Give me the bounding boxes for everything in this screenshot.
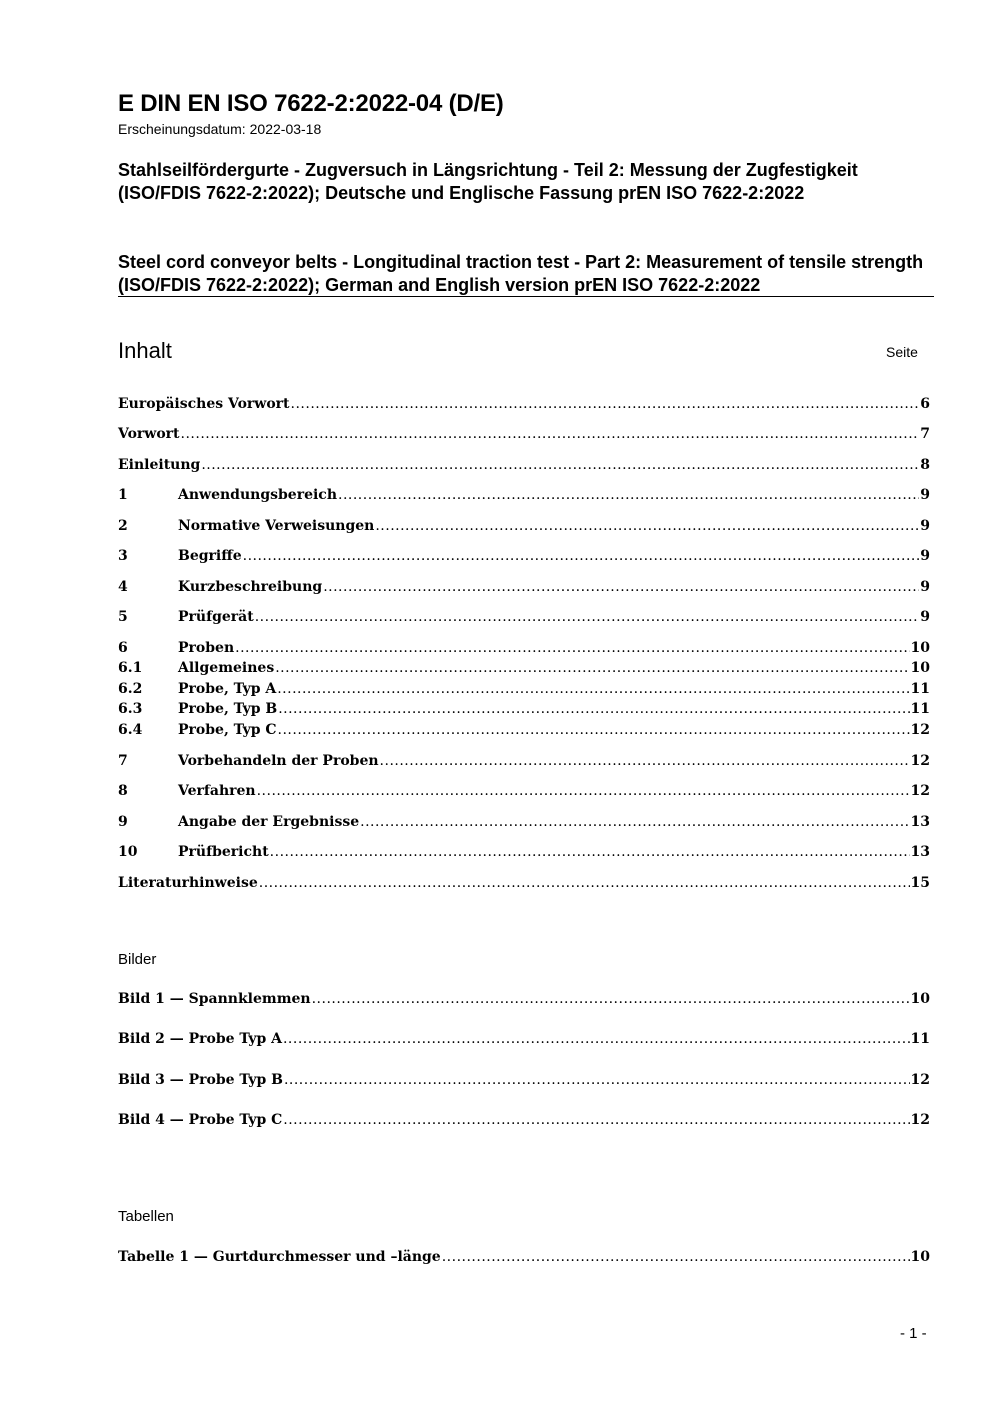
toc-leader (270, 844, 910, 860)
figure-entry-label: Bild 3 — Probe Typ B (118, 1072, 283, 1088)
toc-entry-page: 15 (910, 875, 930, 891)
figure-entry-page: 11 (910, 1031, 930, 1047)
toc-leader (181, 426, 920, 442)
figure-entry-page: 12 (910, 1072, 930, 1088)
toc-entry[interactable] (118, 426, 930, 446)
toc-entry-label: Probe, Typ A (178, 681, 277, 697)
toc-entry-label: Proben (178, 640, 235, 656)
title-divider (118, 296, 934, 297)
toc-leader (291, 396, 920, 412)
toc-entry[interactable] (118, 640, 930, 660)
toc-entry-page: 8 (920, 457, 930, 473)
table-entry-page: 10 (910, 1249, 930, 1265)
toc-entry-page: 13 (910, 814, 930, 830)
toc-leader (277, 681, 909, 697)
toc-entry-number: 6.4 (118, 722, 143, 738)
toc-entry-page: 10 (910, 660, 930, 676)
figure-entry-page: 10 (910, 991, 930, 1007)
toc-entry-label: Probe, Typ C (178, 722, 277, 738)
toc-leader (235, 640, 909, 656)
toc-entry-page: 12 (910, 722, 930, 738)
figure-entry[interactable] (118, 1112, 930, 1132)
toc-entry[interactable] (118, 548, 930, 568)
figure-entry[interactable] (118, 991, 930, 1011)
toc-entry-number: 1 (118, 487, 128, 503)
figure-entry[interactable] (118, 1031, 930, 1051)
toc-leader (312, 991, 910, 1007)
figure-entry-label: Bild 1 — Spannklemmen (118, 991, 311, 1007)
figures-heading: Bilder (118, 951, 157, 968)
toc-entry-label: Europäisches Vorwort (118, 396, 290, 412)
toc-entry-number: 8 (118, 783, 128, 799)
toc-leader (284, 1072, 910, 1088)
toc-entry[interactable] (118, 487, 930, 507)
toc-entry[interactable] (118, 518, 930, 538)
toc-entry-number: 6.2 (118, 681, 143, 697)
toc-leader (442, 1249, 910, 1265)
toc-entry-number: 6.1 (118, 660, 143, 676)
publication-date-label: Erscheinungsdatum: (118, 121, 246, 137)
table-entry[interactable] (118, 1249, 930, 1269)
toc-entry-label: Angabe der Ergebnisse (178, 814, 360, 830)
toc-leader (257, 783, 910, 799)
toc-entry-label: Anwendungsbereich (178, 487, 337, 503)
toc-entry-number: 6.3 (118, 701, 143, 717)
title-english: Steel cord conveyor belts - Longitudinal traction test - Part 2: Measurement of tensile strength (ISO/FDIS 7622-2:2022); German and English version prEN ISO 7622-2:2022 (118, 252, 924, 295)
toc-entry-page: 9 (920, 518, 930, 534)
toc-entry-page: 9 (920, 609, 930, 625)
toc-leader (283, 1112, 909, 1128)
toc-leader (283, 1031, 910, 1047)
title-german: Stahlseilfördergurte - Zugversuch in Längsrichtung - Teil 2: Messung der Zugfestigkeit (ISO/FDIS 7622-2:2022); Deutsche und Englische Fassung prEN ISO 7622-2:2022 (118, 160, 858, 203)
toc-entry-number: 9 (118, 814, 128, 830)
toc-leader (275, 660, 909, 676)
toc-entry-label: Kurzbeschreibung (178, 579, 323, 595)
toc-entry-number: 3 (118, 548, 128, 564)
page-number: - 1 - (900, 1325, 927, 1342)
toc-entry-number: 6 (118, 640, 128, 656)
toc-leader (201, 457, 919, 473)
toc-entry[interactable] (118, 681, 930, 701)
toc-leader (380, 753, 910, 769)
toc-entry[interactable] (118, 722, 930, 742)
toc-entry[interactable] (118, 753, 930, 773)
toc-entry-page: 7 (920, 426, 930, 442)
toc-entry-page: 6 (920, 396, 930, 412)
tables-heading: Tabellen (118, 1208, 174, 1225)
toc-entry-label: Probe, Typ B (178, 701, 278, 717)
toc-entry-page: 12 (910, 783, 930, 799)
toc-entry-number: 7 (118, 753, 128, 769)
toc-entry-label: Allgemeines (178, 660, 275, 676)
toc-entry-label: Begriffe (178, 548, 242, 564)
toc-leader (323, 579, 919, 595)
toc-entry-page: 10 (910, 640, 930, 656)
publication-date-value: 2022-03-18 (249, 121, 322, 137)
toc-entry-label: Prüfgerät (178, 609, 254, 625)
toc-entry-page: 11 (910, 701, 930, 717)
toc-entry[interactable] (118, 457, 930, 477)
toc-entry-page: 13 (910, 844, 930, 860)
toc-entry-label: Prüfbericht (178, 844, 269, 860)
toc-entry[interactable] (118, 579, 930, 599)
toc-entry[interactable] (118, 609, 930, 629)
toc-entry[interactable] (118, 814, 930, 834)
toc-entry-label: Vorbehandeln der Proben (178, 753, 379, 769)
figure-entry[interactable] (118, 1072, 930, 1092)
toc-entry-label: Normative Verweisungen (178, 518, 375, 534)
toc-leader (243, 548, 920, 564)
toc-entry-page: 11 (910, 681, 930, 697)
toc-entry-number: 10 (118, 844, 138, 860)
toc-leader (259, 875, 910, 891)
toc-leader (278, 722, 910, 738)
toc-heading: Inhalt (118, 338, 172, 363)
toc-entry-label: Literaturhinweise (118, 875, 258, 891)
toc-entry[interactable] (118, 660, 930, 680)
toc-entry-label: Einleitung (118, 457, 201, 473)
toc-entry[interactable] (118, 875, 930, 895)
publication-date (118, 121, 321, 137)
toc-entry-page: 12 (910, 753, 930, 769)
toc-entry-number: 2 (118, 518, 128, 534)
toc-entry-page: 9 (920, 487, 930, 503)
toc-entry[interactable] (118, 783, 930, 803)
toc-leader (255, 609, 920, 625)
toc-leader (338, 487, 919, 503)
toc-entry-label: Verfahren (178, 783, 256, 799)
toc-entry-number: 5 (118, 609, 128, 625)
toc-leader (360, 814, 909, 830)
toc-entry-page: 9 (920, 579, 930, 595)
toc-entry-label: Vorwort (118, 426, 180, 442)
toc-page-column-label: Seite (886, 344, 918, 360)
toc-entry[interactable] (118, 844, 930, 864)
toc-leader (375, 518, 919, 534)
document-id: E DIN EN ISO 7622-2:2022-04 (D/E) (118, 90, 504, 117)
figure-entry-label: Bild 2 — Probe Typ A (118, 1031, 282, 1047)
figure-entry-label: Bild 4 — Probe Typ C (118, 1112, 283, 1128)
toc-entry[interactable] (118, 396, 930, 416)
toc-entry-number: 4 (118, 579, 128, 595)
table-entry-label: Tabelle 1 — Gurtdurchmesser und –länge (118, 1249, 441, 1265)
figure-entry-page: 12 (910, 1112, 930, 1128)
toc-entry-page: 9 (920, 548, 930, 564)
toc-leader (278, 701, 909, 717)
toc-entry[interactable] (118, 701, 930, 721)
